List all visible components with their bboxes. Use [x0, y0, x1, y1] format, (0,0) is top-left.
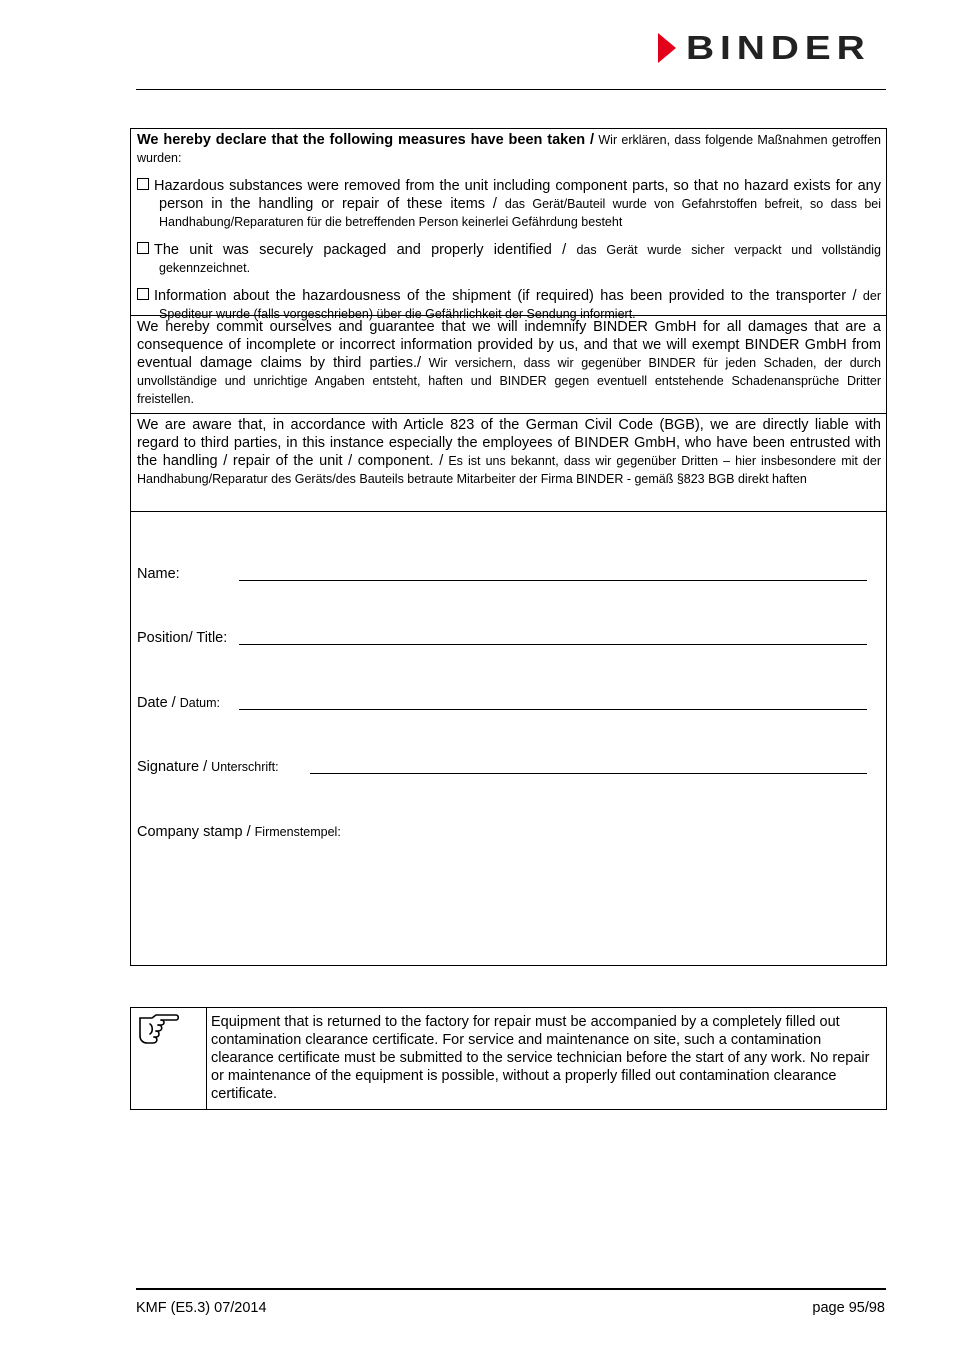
footer-rule	[136, 1288, 886, 1290]
signature-label-de: Unterschrift:	[211, 760, 279, 774]
date-field	[137, 694, 220, 712]
measure-item-hazardous-removed	[137, 177, 881, 231]
measure-item-text: The unit was securely packaged and properly identified /	[154, 242, 577, 258]
indemnify-text-en: We hereby commit ourselves and guarantee that we will indemnify BINDER GmbH for all damages that are a consequence of incomplete or incorrect information provided by us, and that we will exempt BINDER GmbH from eventual damage claims by third parties./	[137, 319, 881, 371]
date-input-line[interactable]	[239, 709, 867, 710]
name-field	[137, 565, 180, 583]
date-label-de: Datum:	[179, 696, 221, 710]
indemnify-section	[131, 316, 886, 414]
liability-text-en: We are aware that, in accordance with Article 823 of the German Civil Code (BGB), we are directly liable with regard to third parties, in this instance especially the employees of BINDER GmbH, who have been entrusted with the handling / repair of the unit / component. /	[137, 417, 881, 469]
note-box	[130, 1007, 887, 1110]
measure-item-text-de: das Gerät/Bauteil wurde von Gefahrstoffen befreit, so dass bei Handhabung/Reparaturen für die betreffenden Person keinerlei Gefährdung besteht	[159, 197, 882, 229]
measures-heading: We hereby declare that the following measures have been taken / Wir erklären, dass folgende Maßnahmen getroffen wurden:	[137, 132, 881, 165]
header-rule	[136, 89, 886, 90]
page-number: page 95/98	[812, 1300, 885, 1316]
checkbox-transporter-info[interactable]	[137, 288, 149, 300]
note-icon-cell	[131, 1008, 207, 1109]
liability-section	[131, 414, 886, 512]
signature-input-line[interactable]	[310, 773, 867, 774]
name-input-line[interactable]	[239, 580, 867, 581]
name-label: Name:	[137, 566, 180, 582]
declaration-form	[130, 128, 887, 966]
checkbox-packaged[interactable]	[137, 242, 149, 254]
measure-item-text: Hazardous substances were removed from the unit including component parts, so that no hazard exists for any person in the handling or repair of these items /	[154, 178, 881, 212]
binder-logo-text: BINDER	[686, 29, 871, 66]
stamp-field	[137, 823, 341, 841]
binder-logo-mark-icon	[654, 31, 680, 65]
measure-item-packaged	[137, 241, 881, 277]
measure-item-text-de: der Spediteur wurde (falls vorgeschrieben) über die Gefährlichkeit der Sendung informiert.	[159, 289, 881, 321]
signature-section	[131, 512, 886, 965]
signature-label: Signature /	[137, 759, 212, 775]
document-id: KMF (E5.3) 07/2014	[136, 1300, 267, 1316]
binder-logo	[654, 29, 871, 66]
measure-item-text: Information about the hazardousness of the shipment (if required) has been provided to the transporter /	[154, 288, 863, 304]
position-label: Position/ Title:	[137, 630, 228, 646]
measures-section	[131, 129, 886, 321]
liability-text-de: Es ist uns bekannt, dass wir gegenüber Dritten – hier insbesondere mit der Handhabung/Reparatur des Geräts/des Bauteils betraute Mitarbeiter der Firma BINDER - gemäß §823 BGB direkt haften	[137, 454, 881, 486]
date-label: Date /	[137, 695, 180, 711]
signature-field	[137, 758, 279, 776]
measure-item-text-de: das Gerät wurde sicher verpackt und vollständig gekennzeichnet.	[159, 243, 881, 275]
indemnify-text-de: Wir versichern, dass wir gegenüber BINDER für jeden Schaden, der durch unvollständige und unrichtige Angaben entsteht, haften und BINDER gegen eventuell entstehende Schadenansprüche Dritter freistellen.	[137, 356, 881, 406]
checkbox-hazardous-removed[interactable]	[137, 178, 149, 190]
stamp-label: Company stamp /	[137, 824, 255, 840]
stamp-label-de: Firmenstempel:	[254, 825, 341, 839]
position-input-line[interactable]	[239, 644, 867, 645]
position-field	[137, 629, 227, 647]
pointing-hand-icon	[137, 1012, 181, 1052]
note-text: Equipment that is returned to the factory for repair must be accompanied by a completely filled out contamination clearance certificate. For service and maintenance on site, such a contamination clearance certificate must be submitted to the service technician before the start of any work. No repair or maintenance of the equipment is possible, without a properly filled out contamination clearance certificate.	[211, 1014, 870, 1102]
